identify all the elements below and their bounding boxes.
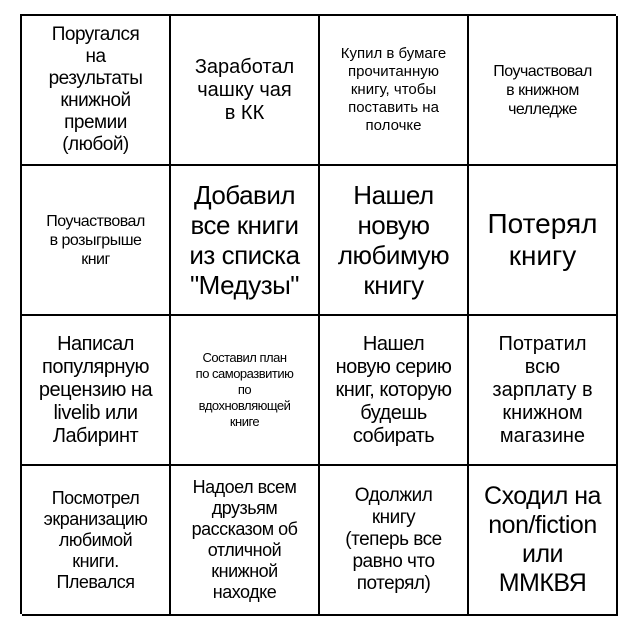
bingo-cell-7: Нашел новую любимую книгу [320,166,469,316]
bingo-cell-10: Составил план по саморазвитию по вдохновляющей книге [171,316,320,466]
bingo-cell-4: Поучаствовал в книжном челледже [469,16,618,166]
bingo-cell-3: Купил в бумаге прочитанную книгу, чтобы поставить на полочке [320,16,469,166]
bingo-cell-1: Поругался на результаты книжной премии (любой) [22,16,171,166]
bingo-cell-12: Потратил всю зарплату в книжном магазине [469,316,618,466]
bingo-cell-16: Сходил на non/fiction или ММКВЯ [469,466,618,616]
bingo-cell-14: Надоел всем друзьям рассказом об отличной книжной находке [171,466,320,616]
cropped-title-strip [0,0,642,14]
bingo-cell-6: Добавил все книги из списка "Медузы" [171,166,320,316]
bingo-cell-15: Одолжил книгу (теперь все равно что потерял) [320,466,469,616]
bingo-cell-8: Потерял книгу [469,166,618,316]
bingo-cell-13: Посмотрел экранизацию любимой книги. Плевался [22,466,171,616]
bingo-cell-2: Заработал чашку чая в КК [171,16,320,166]
bingo-cell-11: Нашел новую серию книг, которую будешь собирать [320,316,469,466]
bingo-cell-5: Поучаствовал в розыгрыше книг [22,166,171,316]
bingo-cell-9: Написал популярную рецензию на livelib или Лабиринт [22,316,171,466]
bingo-grid [20,14,616,614]
